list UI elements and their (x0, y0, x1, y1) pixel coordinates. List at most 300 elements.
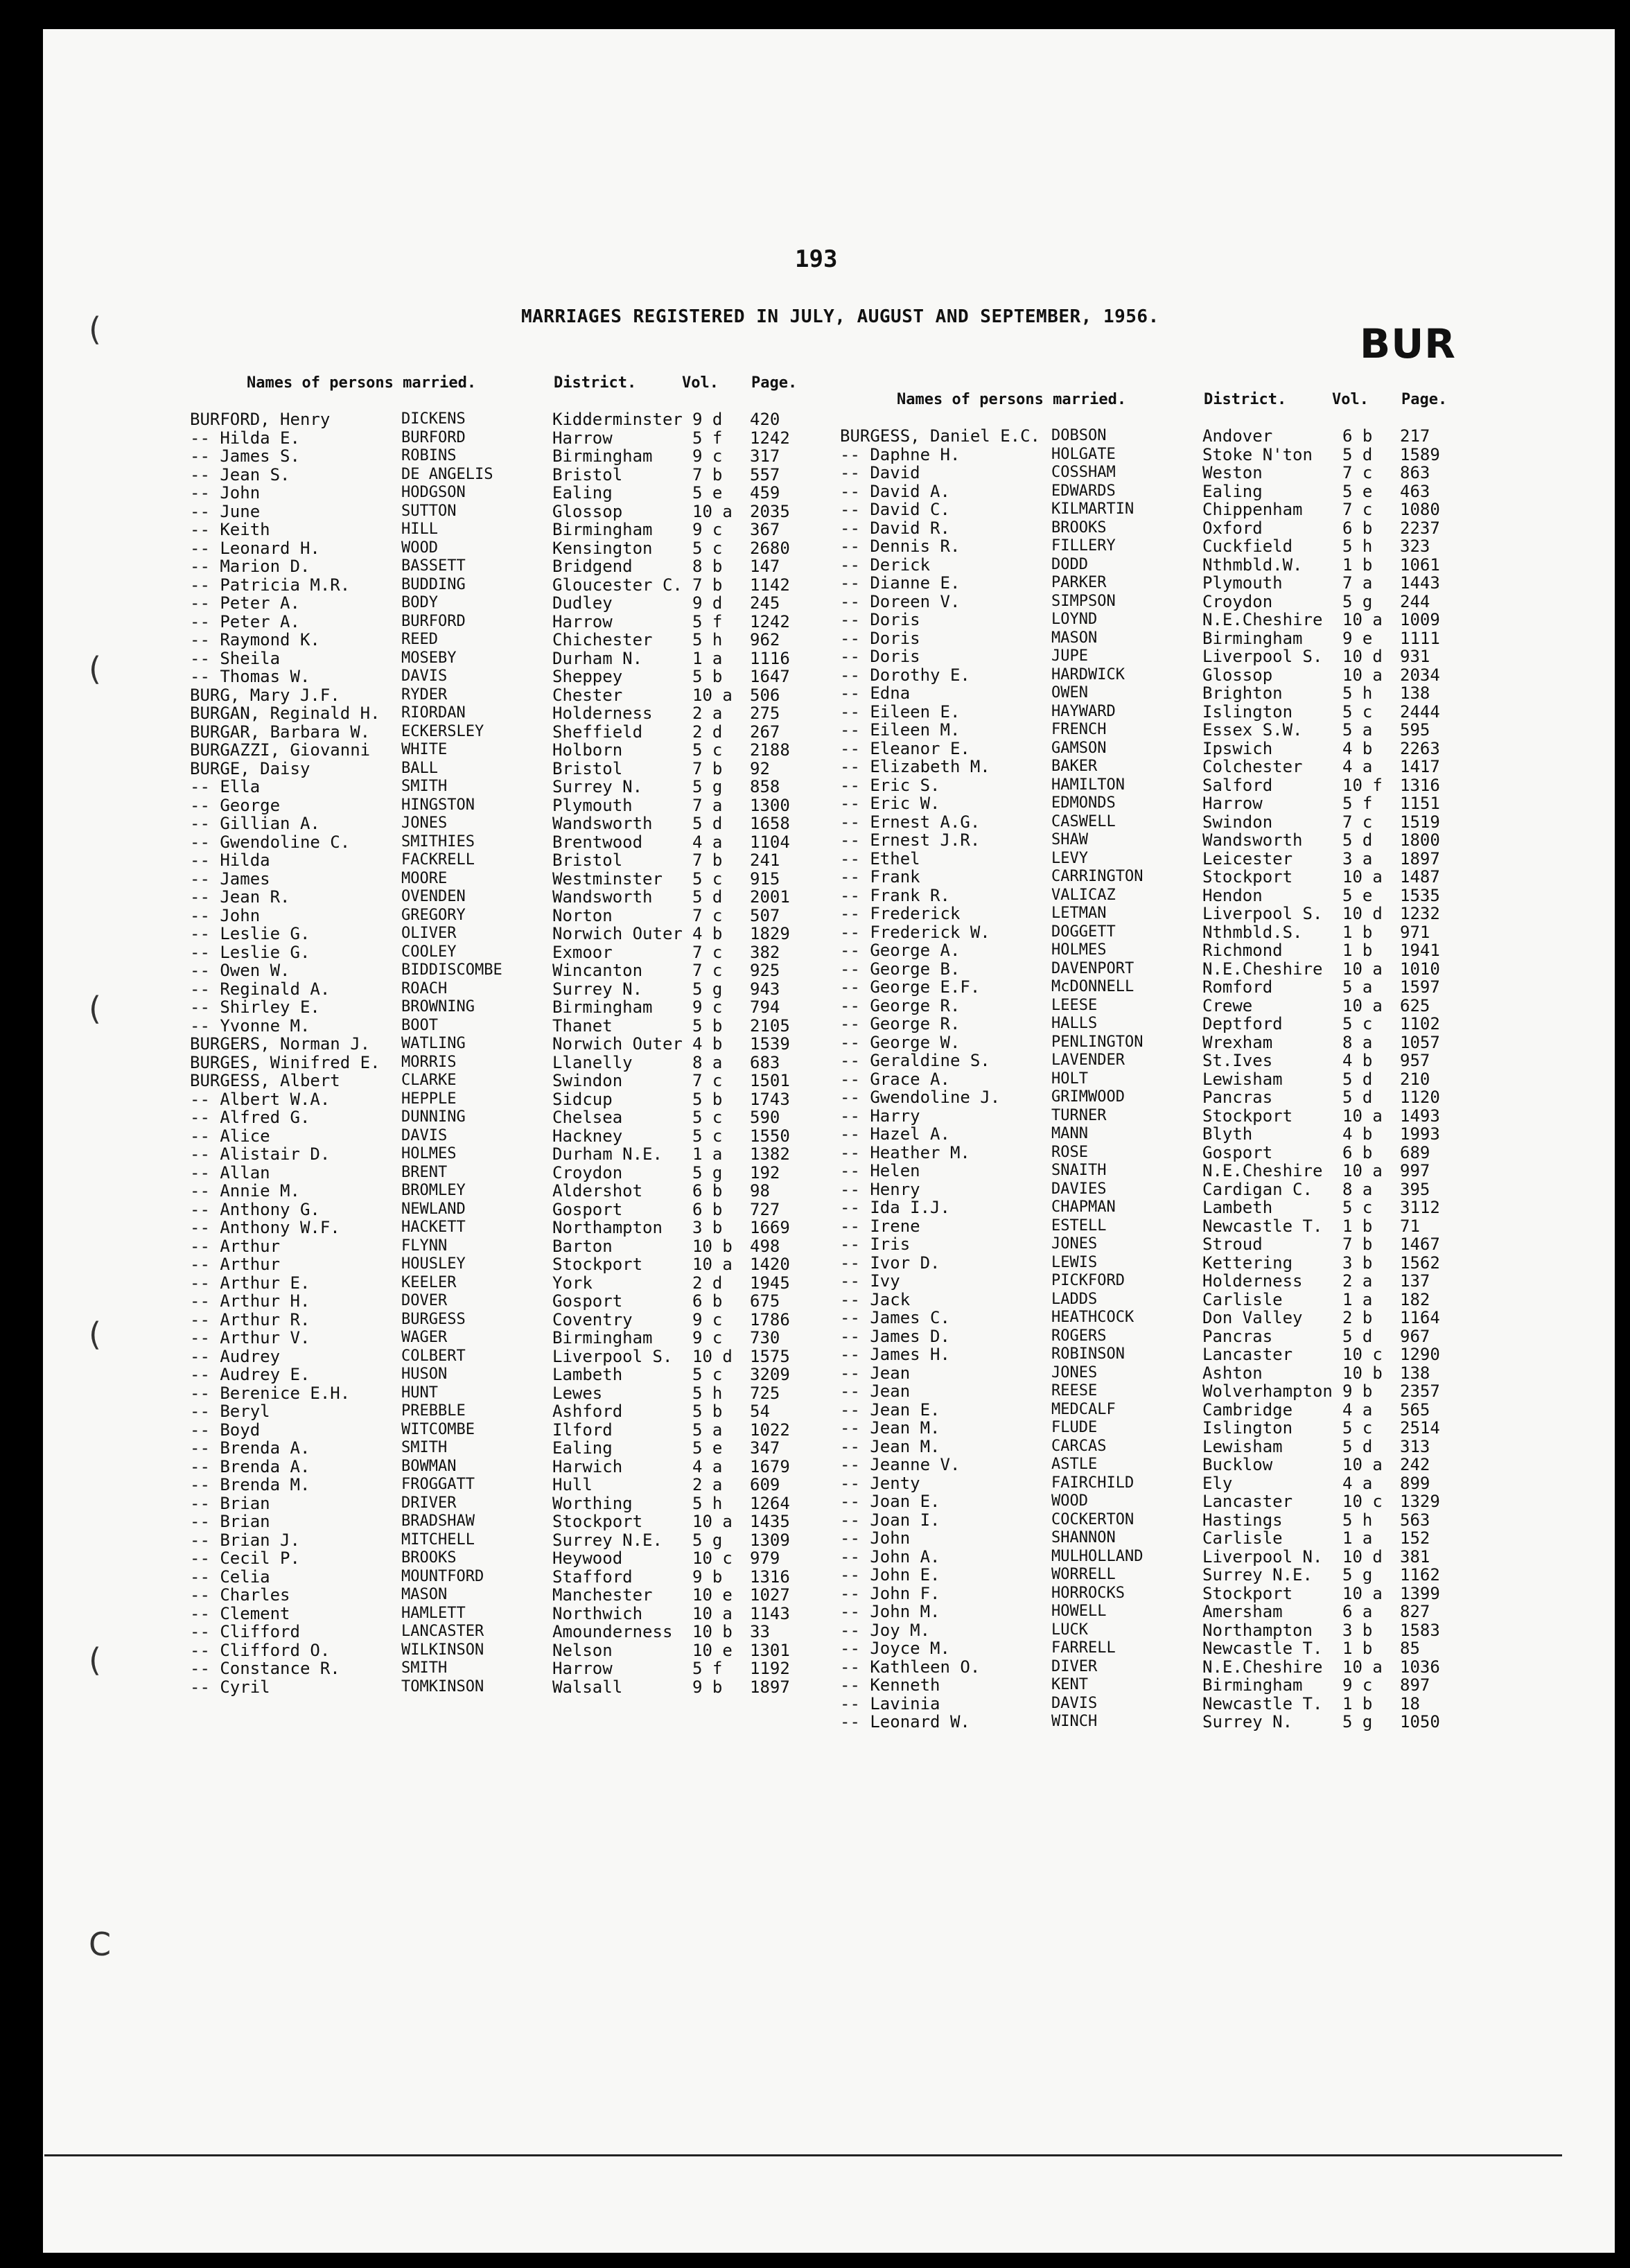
page-ref: 1104 (750, 832, 790, 852)
volume: 9 c (692, 520, 723, 539)
person-name: -- Cyril (190, 1677, 270, 1697)
spouse-surname: SUTTON (401, 502, 457, 520)
person-name: -- James (190, 869, 270, 889)
volume: 10 c (692, 1549, 733, 1568)
volume: 7 b (692, 464, 723, 485)
person-name: -- Doris (840, 610, 920, 629)
entry-row (190, 429, 883, 448)
person-name: -- Anthony G. (190, 1199, 320, 1219)
spouse-surname: ROBINSON (1051, 1345, 1125, 1363)
district: Sidcup (552, 1089, 613, 1109)
entry-row (190, 1145, 883, 1164)
spouse-surname: RYDER (401, 686, 448, 704)
entry-row (190, 613, 883, 631)
spouse-surname: BROOKS (401, 1549, 457, 1567)
volume: 10 d (692, 1346, 733, 1366)
district: Gosport (1202, 1142, 1273, 1162)
page-ref: 507 (750, 905, 780, 925)
volume: 10 a (1342, 959, 1383, 979)
entry-row (190, 410, 883, 429)
spouse-surname: TURNER (1051, 1106, 1107, 1124)
person-name: -- Alistair D. (190, 1144, 331, 1164)
page-ref: 1036 (1400, 1657, 1440, 1677)
spouse-surname: MASON (1051, 629, 1098, 647)
page-ref: 1535 (1400, 885, 1440, 905)
volume: 9 c (692, 1328, 723, 1347)
person-name: -- Ivor D. (840, 1253, 940, 1273)
spouse-surname: ASTLE (1051, 1456, 1098, 1473)
person-name: -- Helen (840, 1161, 920, 1180)
person-name: -- Hazel A. (840, 1124, 950, 1144)
entry-row (190, 1402, 883, 1421)
spouse-surname: KEELER (401, 1273, 457, 1291)
district: Northampton (552, 1218, 663, 1237)
spouse-surname: GRIMWOOD (1051, 1088, 1125, 1106)
page-ref: 1658 (750, 814, 790, 833)
entry-row (190, 851, 883, 870)
volume: 10 a (692, 501, 733, 521)
district: Wandsworth (552, 887, 653, 907)
volume: 5 c (1342, 1198, 1373, 1217)
district: Andover (1202, 426, 1273, 446)
volume: 7 b (692, 850, 723, 870)
page-ref: 931 (1400, 647, 1430, 666)
spouse-surname: BODY (401, 594, 438, 611)
person-name: -- Audrey E. (190, 1365, 310, 1384)
entry-row (840, 923, 1533, 942)
entry-row (190, 1237, 883, 1256)
spouse-surname: RIORDAN (401, 704, 466, 722)
spouse-surname: HUNT (401, 1384, 438, 1402)
district: Heywood (552, 1549, 623, 1568)
page-ref: 1290 (1400, 1345, 1440, 1364)
entry-row (190, 1090, 883, 1109)
person-name: -- Arthur V. (190, 1328, 310, 1347)
district: Harrow (1202, 794, 1263, 813)
person-name: -- Alice (190, 1126, 270, 1146)
volume: 5 a (1342, 977, 1373, 997)
spouse-surname: BROWNING (401, 998, 475, 1015)
volume: 9 c (692, 997, 723, 1017)
district: Birmingham (1202, 1675, 1303, 1695)
page-ref: 137 (1400, 1271, 1430, 1291)
spouse-surname: HODGSON (401, 484, 466, 501)
volume: 5 f (692, 611, 723, 631)
spouse-surname: LADDS (1051, 1290, 1098, 1308)
page-ref: 210 (1400, 1069, 1430, 1089)
entry-row (840, 593, 1533, 611)
district: Lewisham (1202, 1436, 1283, 1456)
person-name: -- Jean R. (190, 887, 290, 907)
page-ref: 506 (750, 685, 780, 705)
person-name: -- Jack (840, 1289, 911, 1309)
person-name: -- Alfred G. (190, 1108, 310, 1127)
spouse-surname: MOSEBY (401, 649, 457, 667)
entry-row (840, 519, 1533, 538)
page-ref: 1539 (750, 1034, 790, 1054)
page-ref: 1010 (1400, 959, 1440, 979)
person-name: -- Ernest A.G. (840, 812, 981, 832)
person-name: -- Jean S. (190, 464, 290, 485)
page-ref: 1501 (750, 1071, 790, 1090)
district: Bristol (552, 758, 623, 778)
spouse-surname: HAMLETT (401, 1604, 466, 1622)
page-ref: 217 (1400, 426, 1430, 446)
entry-row (190, 778, 883, 796)
entry-row (840, 1566, 1533, 1585)
page-ref: 244 (1400, 591, 1430, 611)
vol-header: Vol. (682, 374, 719, 392)
spouse-surname: HEPPLE (401, 1090, 457, 1108)
district: Stafford (552, 1567, 633, 1587)
page-ref: 267 (750, 722, 780, 742)
person-name: -- Brian J. (190, 1530, 300, 1550)
person-name: -- Reginald A. (190, 979, 331, 999)
person-name: -- Gillian A. (190, 814, 320, 833)
district: St.Ives (1202, 1051, 1273, 1070)
entry-list (840, 427, 1533, 1731)
vol-header: Vol. (1332, 391, 1369, 408)
entry-row (190, 447, 883, 466)
person-name: -- Patricia M.R. (190, 575, 351, 595)
page-ref: 979 (750, 1549, 780, 1568)
volume: 10 c (1342, 1345, 1383, 1364)
page-ref: 463 (1400, 481, 1430, 501)
spouse-surname: DAVIES (1051, 1180, 1107, 1198)
page-ref: 1242 (750, 611, 790, 631)
entry-row (190, 1219, 883, 1237)
entry-row (190, 796, 883, 815)
page-title: MARRIAGES REGISTERED IN JULY, AUGUST AND SEPTEMBER, 1956. (521, 306, 1159, 327)
volume: 5 a (692, 1420, 723, 1440)
spouse-surname: FROGGATT (401, 1476, 475, 1493)
page-ref: 2263 (1400, 738, 1440, 758)
person-name: -- Clifford O. (190, 1640, 331, 1660)
spouse-surname: LEWIS (1051, 1253, 1098, 1271)
person-name: -- Derick (840, 555, 931, 575)
volume: 5 d (692, 814, 723, 833)
entry-row (190, 1512, 883, 1531)
page-ref: 1242 (750, 428, 790, 448)
person-name: -- Doris (840, 647, 920, 666)
page-ref: 1050 (1400, 1712, 1440, 1731)
district: Newcastle T. (1202, 1693, 1323, 1713)
spouse-surname: WOOD (1051, 1492, 1088, 1510)
district: Kensington (552, 538, 653, 558)
entry-row (840, 556, 1533, 575)
spouse-surname: HOLMES (1051, 941, 1107, 959)
page-ref: 85 (1400, 1639, 1420, 1658)
entry-row (840, 1107, 1533, 1126)
district: Amounderness (552, 1622, 673, 1641)
entry-row (840, 905, 1533, 923)
spouse-surname: SHANNON (1051, 1529, 1116, 1546)
page-ref: 1164 (1400, 1308, 1440, 1327)
district: Liverpool S. (1202, 904, 1323, 923)
person-name: -- Leslie G. (190, 924, 310, 943)
page-ref: 1111 (1400, 628, 1440, 648)
district: Stroud (1202, 1235, 1263, 1254)
page-ref: 1435 (750, 1512, 790, 1531)
district: Kettering (1202, 1253, 1293, 1273)
page-ref: 1022 (750, 1420, 790, 1440)
spouse-surname: PICKFORD (1051, 1272, 1125, 1289)
entry-row (840, 1364, 1533, 1383)
page-ref: 2357 (1400, 1381, 1440, 1401)
page-ref: 1575 (750, 1346, 790, 1366)
page-ref: 557 (750, 464, 780, 485)
district: Harrow (552, 1659, 613, 1678)
volume: 5 h (1342, 683, 1373, 703)
volume: 2 d (692, 722, 723, 742)
entry-row (840, 1291, 1533, 1309)
entry-row (190, 1035, 883, 1054)
person-name: BURGAZZI, Giovanni (190, 740, 371, 760)
entry-row (840, 1162, 1533, 1180)
volume: 1 b (1342, 1639, 1373, 1658)
spouse-surname: DRIVER (401, 1494, 457, 1512)
spouse-surname: SMITH (401, 1659, 448, 1677)
spouse-surname: EDWARDS (1051, 482, 1116, 500)
district: Hackney (552, 1126, 623, 1146)
page-ref: 725 (750, 1383, 780, 1403)
spouse-surname: LEVY (1051, 849, 1088, 867)
person-name: -- James C. (840, 1308, 950, 1327)
page-ref: 1264 (750, 1493, 790, 1513)
spouse-surname: BIDDISCOMBE (401, 961, 502, 979)
entry-row (840, 813, 1533, 832)
volume: 5 c (692, 740, 723, 760)
entry-row (840, 758, 1533, 776)
column-header-row (840, 391, 1533, 427)
entry-row (190, 833, 883, 852)
entry-row (840, 1309, 1533, 1327)
district: Nelson (552, 1640, 613, 1660)
person-name: -- George (190, 795, 281, 815)
entry-row (190, 943, 883, 962)
spouse-surname: FARRELL (1051, 1639, 1116, 1657)
spouse-surname: KILMARTIN (1051, 500, 1134, 518)
district: Chester (552, 685, 623, 705)
district: Carlisle (1202, 1528, 1283, 1548)
district: Leicester (1202, 848, 1293, 869)
person-name: -- Heather M. (840, 1142, 970, 1162)
entry-row (840, 1144, 1533, 1162)
volume: 2 a (692, 1475, 723, 1494)
page-ref: 2035 (750, 501, 790, 521)
volume: 5 g (692, 979, 723, 999)
volume: 10 a (1342, 665, 1383, 685)
spouse-surname: BASSETT (401, 557, 466, 575)
spouse-surname: HOWELL (1051, 1603, 1107, 1620)
entry-row (840, 1052, 1533, 1070)
person-name: -- Hilda E. (190, 428, 300, 448)
entry-row (840, 1401, 1533, 1420)
volume: 9 b (692, 1567, 723, 1587)
district: Lewes (552, 1383, 603, 1403)
page-ref: 3112 (1400, 1198, 1440, 1217)
page-ref: 2188 (750, 740, 790, 760)
person-name: -- Frederick W. (840, 922, 990, 942)
spouse-surname: JONES (1051, 1235, 1098, 1253)
page-ref: 367 (750, 520, 780, 539)
entry-row (840, 794, 1533, 813)
spouse-surname: BRENT (401, 1163, 448, 1181)
volume: 8 a (692, 1052, 723, 1072)
person-name: -- John A. (840, 1546, 940, 1567)
entry-row (840, 1272, 1533, 1291)
spouse-surname: VALICAZ (1051, 886, 1116, 904)
volume: 10 e (692, 1585, 733, 1605)
district: Harrow (552, 611, 613, 631)
entry-row (190, 723, 883, 742)
person-name: -- Audrey (190, 1346, 281, 1366)
person-name: -- James S. (190, 446, 300, 466)
district: Durham N.E. (552, 1144, 663, 1164)
entry-row (190, 466, 883, 485)
district: Don Valley (1202, 1308, 1303, 1327)
person-name: -- Owen W. (190, 961, 290, 980)
entry-row (190, 1586, 883, 1605)
page-header: Page. (1401, 391, 1448, 408)
person-name: -- Charles (190, 1585, 290, 1605)
district: Sheffield (552, 722, 643, 742)
spouse-surname: HALLS (1051, 1015, 1098, 1032)
entry-row (840, 574, 1533, 593)
page-ref: 858 (750, 777, 780, 796)
page-ref: 563 (1400, 1510, 1430, 1530)
district: Lambeth (552, 1365, 623, 1384)
spouse-surname: BUDDING (401, 575, 466, 593)
spouse-surname: REESE (1051, 1382, 1098, 1399)
entry-row (190, 1164, 883, 1183)
page-ref: 1316 (750, 1567, 790, 1587)
page-ref: 1162 (1400, 1565, 1440, 1585)
volume: 7 c (692, 905, 723, 925)
page-ref: 1301 (750, 1640, 790, 1660)
volume: 9 d (692, 593, 723, 613)
district: Durham N. (552, 648, 643, 668)
person-name: -- Irene (840, 1216, 920, 1236)
page-ref: 2105 (750, 1015, 790, 1036)
page-ref: 1027 (750, 1585, 790, 1605)
page-ref: 313 (1400, 1436, 1430, 1456)
volume: 10 b (692, 1622, 733, 1641)
person-name: -- Daphne H. (840, 444, 961, 464)
register-page (43, 29, 1615, 2253)
entry-row (840, 776, 1533, 795)
entry-row (840, 941, 1533, 960)
entry-list (190, 410, 883, 1696)
person-name: -- Raymond K. (190, 630, 320, 649)
person-name: BURGAR, Barbara W. (190, 722, 371, 742)
spouse-surname: SMITH (401, 778, 448, 795)
volume: 5 g (692, 1530, 723, 1550)
district: Nthmbld.S. (1202, 922, 1303, 942)
entry-row (840, 831, 1533, 850)
person-name: -- Eileen M. (840, 720, 961, 740)
volume: 5 d (692, 887, 723, 907)
entry-row (190, 521, 883, 539)
district: N.E.Cheshire (1202, 610, 1323, 629)
column-header-row (190, 374, 883, 410)
spouse-surname: COCKERTON (1051, 1510, 1134, 1528)
entry-row (190, 704, 883, 723)
entry-row (840, 1474, 1533, 1493)
spouse-surname: BURGESS (401, 1310, 466, 1328)
spouse-surname: BAKER (1051, 758, 1098, 775)
entry-row (840, 1180, 1533, 1199)
volume: 5 b (692, 1402, 723, 1421)
page-ref: 323 (1400, 537, 1430, 556)
district: Gosport (552, 1291, 623, 1311)
volume: 1 a (692, 648, 723, 668)
person-name: -- Joyce M. (840, 1639, 950, 1658)
page-ref: 1467 (1400, 1235, 1440, 1254)
entry-row (840, 684, 1533, 703)
district: Kidderminster (552, 410, 683, 429)
page-ref: 1519 (1400, 812, 1440, 832)
volume: 5 c (692, 1126, 723, 1146)
person-name: -- Eric S. (840, 775, 940, 795)
person-name: -- George B. (840, 959, 961, 979)
volume: 7 b (692, 575, 723, 595)
district: Aldershot (552, 1181, 643, 1201)
spouse-surname: PARKER (1051, 574, 1107, 591)
spouse-surname: HEATHCOCK (1051, 1309, 1134, 1326)
person-name: -- Ernest J.R. (840, 830, 981, 850)
spouse-surname: MANN (1051, 1125, 1088, 1142)
spouse-surname: MITCHELL (401, 1530, 475, 1549)
person-name: -- Ivy (840, 1271, 900, 1291)
district: Stockport (1202, 867, 1293, 887)
district: Stockport (1202, 1106, 1293, 1126)
entry-row (190, 961, 883, 980)
page-ref: 1829 (750, 924, 790, 943)
spouse-surname: CARRINGTON (1051, 868, 1143, 885)
page-ref: 1669 (750, 1218, 790, 1237)
person-name: BURGE, Daisy (190, 758, 310, 778)
entry-row (190, 1568, 883, 1587)
district: Ashton (1202, 1363, 1263, 1383)
page-ref: 915 (750, 869, 780, 889)
person-name: -- David C. (840, 500, 950, 519)
entry-row (190, 1659, 883, 1678)
page-ref: 943 (750, 979, 780, 999)
volume: 5 g (1342, 1565, 1373, 1585)
entry-row (840, 1382, 1533, 1401)
person-name: -- Jeanne V. (840, 1455, 961, 1474)
page-ref: 1589 (1400, 444, 1440, 464)
volume: 1 a (1342, 1528, 1373, 1548)
spouse-surname: OLIVER (401, 925, 457, 942)
person-name: -- Leonard W. (840, 1712, 970, 1731)
spouse-surname: ECKERSLEY (401, 722, 484, 740)
entry-row (840, 1327, 1533, 1346)
page-ref: 138 (1400, 683, 1430, 703)
person-name: -- John M. (840, 1602, 940, 1621)
entry-row (190, 1549, 883, 1568)
volume: 4 b (692, 924, 723, 943)
page-ref: 897 (1400, 1675, 1430, 1695)
spouse-surname: WITCOMBE (401, 1420, 475, 1438)
page-ref: 1583 (1400, 1620, 1440, 1640)
person-name: BURGESS, Albert (190, 1071, 340, 1090)
binder-hole-mark: ( (89, 311, 101, 348)
person-name: -- Doreen V. (840, 591, 961, 611)
right-column (840, 391, 1533, 1731)
district: Gosport (552, 1199, 623, 1219)
